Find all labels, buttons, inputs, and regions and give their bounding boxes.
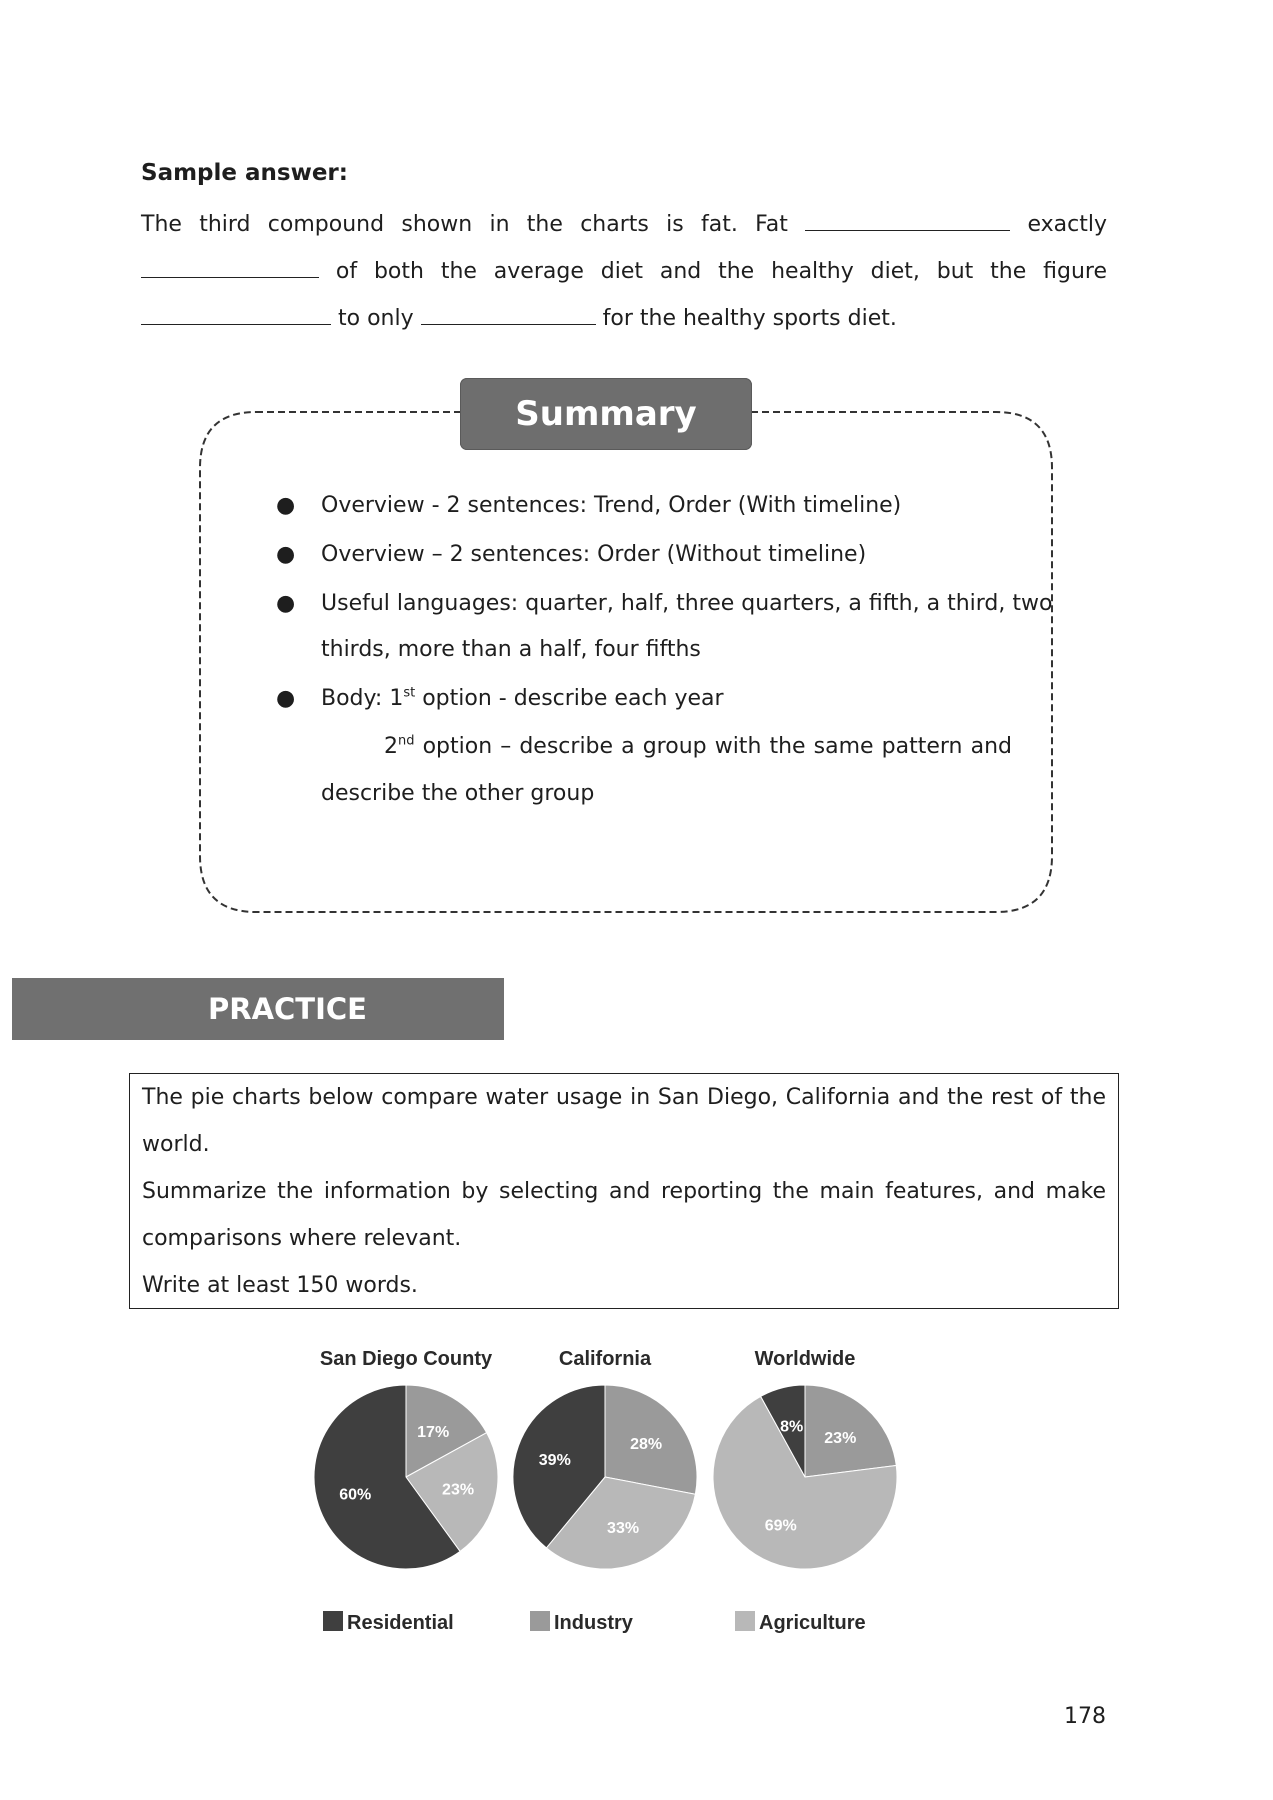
sample-line1-start: The third compound shown in the charts is fat. Fat [141,212,788,237]
bullet-icon: ● [276,686,296,711]
pie-charts [300,1345,920,1655]
slice-label: 39% [538,1451,571,1469]
legend-swatch-residential [323,1611,343,1631]
summary-body-option-1: Body: 1st option - describe each year [321,685,724,711]
slice-label: 60% [339,1486,372,1504]
task-line: world. [142,1132,210,1157]
slice-label: 33% [607,1520,640,1538]
page-number: 178 [1064,1704,1106,1729]
chart-title: San Diego County [319,1348,493,1370]
slice-label: 28% [630,1435,663,1453]
summary-title-banner: Summary [460,378,752,450]
summary-item-text: Overview - 2 sentences: Trend, Order (With timeline) [321,493,902,518]
legend-label: Industry [554,1612,633,1634]
bullet-icon: ● [276,542,296,567]
legend-swatch-industry [530,1611,550,1631]
sample-answer-heading: Sample answer: [141,160,348,186]
summary-item-text: Overview – 2 sentences: Order (Without timeline) [321,542,867,567]
practice-title-banner: PRACTICE [12,978,504,1040]
task-line: The pie charts below compare water usage in San Diego, California and the rest of the [142,1085,1106,1110]
sample-line2-text: of both the average diet and the healthy diet, but the figure [335,259,1107,284]
chart-title: California [558,1348,652,1370]
sample-answer-line-2 [141,248,1107,295]
slice-label: 69% [764,1517,797,1535]
slice-label: 17% [417,1424,450,1442]
answer-blank-4[interactable] [421,304,596,325]
answer-blank-2[interactable] [141,257,319,278]
slice-label: 23% [824,1429,857,1447]
answer-blank-3[interactable] [141,304,331,325]
slice-label: 23% [442,1481,475,1499]
task-line: comparisons where relevant. [142,1226,462,1251]
legend-label: Residential [347,1612,454,1634]
legend-label: Agriculture [759,1612,866,1634]
bullet-icon: ● [276,493,296,518]
bullet-icon: ● [276,591,296,616]
summary-frame [196,408,1056,916]
task-line: Summarize the information by selecting and reporting the main features, and make [142,1179,1106,1204]
summary-item-text: thirds, more than a half, four fifths [321,637,701,662]
legend-swatch-agriculture [735,1611,755,1631]
slice-label: 8% [780,1418,804,1436]
task-box [129,1073,1119,1309]
task-line: Write at least 150 words. [142,1273,418,1298]
sample-answer-line-1 [141,201,1107,248]
answer-blank-1[interactable] [805,210,1010,231]
sample-line1-end: exactly [1027,212,1107,237]
sample-line3-mid: to only [338,306,414,331]
sample-answer-line-3 [141,295,1107,342]
chart-title: Worldwide [754,1348,856,1370]
sample-line3-end: for the healthy sports diet. [602,306,897,331]
summary-item-text: Useful languages: quarter, half, three quarters, a fifth, a third, two [321,591,1053,616]
